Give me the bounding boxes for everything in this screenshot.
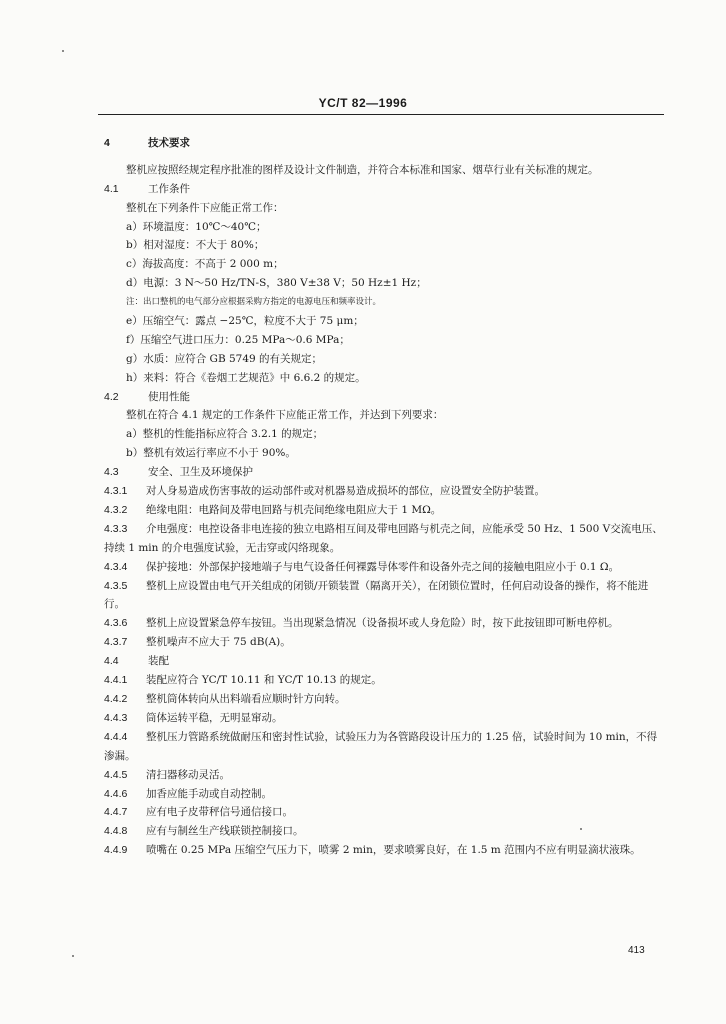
clause-number: 4.4.5	[104, 768, 128, 781]
section-number: 4.3	[104, 466, 119, 479]
clause-text: 应有与制丝生产线联锁控制接口。	[146, 825, 304, 838]
clause	[104, 803, 664, 822]
clause	[104, 709, 664, 728]
clause	[104, 841, 664, 860]
section-4-3-heading	[104, 463, 664, 482]
list-item: d）电源：3 N～50 Hz/TN-S，380 V±38 V；50 Hz±1 Hz；	[126, 277, 427, 290]
clause-number: 4.4.9	[104, 844, 128, 857]
clause	[104, 633, 664, 652]
list-item: a）整机的性能指标应符合 3.2.1 的规定；	[126, 428, 324, 441]
paragraph: 整机在符合 4.1 规定的工作条件下应能正常工作，并达到下列要求：	[126, 409, 444, 422]
section-4-intro: 整机应按照经规定程序批准的图样及设计文件制造，并符合本标准和国家、烟草行业有关标准的规定。	[126, 163, 599, 176]
list-item: h）来料：符合《卷烟工艺规范》中 6.6.2 的规定。	[126, 371, 366, 384]
clause-text: 整机噪声不应大于 75 dB(A)。	[146, 636, 291, 649]
clause	[104, 614, 664, 633]
clause-text: 保护接地：外部保护接地端子与电气设备任何裸露导体零件和设备外壳之间的接触电阻应小于 0.1 Ω。	[146, 560, 620, 573]
scan-speck	[62, 50, 64, 52]
clause-text: 绝缘电阻：电路间及带电回路与机壳间绝缘电阻应大于 1 MΩ。	[146, 503, 442, 516]
clause-text: 筒体运转平稳，无明显窜动。	[146, 711, 283, 724]
clause-text: 喷嘴在 0.25 MPa 压缩空气压力下，喷雾 2 min，要求喷雾良好，在 1.5 m 范围内不应有明显滴状液珠。	[146, 844, 641, 857]
section-number: 4	[104, 137, 110, 149]
header-rule	[98, 114, 664, 115]
list-item: f）压缩空气进口压力：0.25 MPa～0.6 MPa；	[126, 333, 350, 346]
clause-text: 整机上应设置由电气开关组成的闭锁/开锁装置（隔离开关），在闭锁位置时，任何启动设备的操作，将不能进行。	[104, 579, 649, 611]
clause-text: 对人身易造成伤害事故的运动部件或对机器易造成损坏的部位，应设置安全防护装置。	[146, 485, 545, 498]
clause-text: 整机筒体转向从出料端看应顺时针方向转。	[146, 693, 346, 705]
clause-number: 4.3.3	[104, 522, 128, 535]
section-number: 4.1	[104, 182, 119, 195]
clause-number: 4.4.3	[104, 711, 128, 724]
clause	[104, 671, 664, 690]
clause	[104, 577, 664, 615]
clause-number: 4.4.4	[104, 730, 128, 743]
list-item: g）水质：应符合 GB 5749 的有关规定；	[126, 352, 323, 365]
note: 注：出口整机的电气部分应根据采购方指定的电源电压和频率设计。	[126, 297, 382, 308]
clause-number: 4.3.4	[104, 560, 128, 573]
list-item: e）压缩空气：露点 −25℃，粒度不大于 75 μm；	[126, 315, 364, 328]
clause-text: 装配应符合 YC/T 10.11 和 YC/T 10.13 的规定。	[146, 674, 382, 687]
section-4-2-heading	[104, 388, 664, 407]
clause-text: 整机压力管路系统做耐压和密封性试验，试验压力为各管路段设计压力的 1.25 倍，试验时间为 10 min，不得渗漏。	[104, 730, 658, 762]
section-title: 技术要求	[148, 137, 190, 149]
clause-number: 4.4.6	[104, 787, 128, 800]
clause-number: 4.4.7	[104, 806, 128, 819]
section-4-1-heading	[104, 180, 664, 199]
clause	[104, 822, 664, 841]
scan-speck	[580, 828, 582, 830]
clause	[104, 785, 664, 804]
clause-text: 加香应能手动或自动控制。	[146, 787, 272, 800]
section-title: 使用性能	[148, 390, 190, 403]
clause-text: 应有电子皮带秤信号通信接口。	[146, 806, 293, 819]
clause-text: 介电强度：电控设备非电连接的独立电路相互间及带电回路与机壳之间，应能承受 50 Hz、1 500 V交流电压、持续 1 min 的介电强度试验，无击穿或闪络现象。	[104, 522, 663, 554]
list-item: b）相对湿度：不大于 80%；	[126, 239, 265, 252]
clause-number: 4.4.1	[104, 674, 128, 687]
clause	[104, 728, 664, 766]
list-item: b）整机有效运行率应不小于 90%。	[126, 447, 296, 460]
clause-text: 整机上应设置紧急停车按钮。当出现紧急情况（设备损坏或人身危险）时，按下此按钮即可断电停机。	[146, 617, 619, 630]
paragraph: 整机在下列条件下应能正常工作：	[126, 201, 284, 214]
page-number: 413	[628, 945, 645, 956]
clause-number: 4.4.2	[104, 693, 128, 705]
list-item: c）海拔高度：不高于 2 000 m；	[126, 258, 284, 271]
clause-number: 4.3.7	[104, 636, 128, 649]
section-title: 装配	[148, 655, 169, 668]
document-body	[104, 134, 664, 860]
section-4-heading	[104, 134, 664, 153]
section-title: 工作条件	[148, 182, 190, 195]
clause-number: 4.3.1	[104, 485, 128, 498]
clause-number: 4.4.8	[104, 825, 128, 838]
section-4-4-heading	[104, 652, 664, 671]
section-number: 4.2	[104, 390, 119, 403]
list-item: a）环境温度：10℃～40℃；	[126, 220, 267, 233]
clause	[104, 501, 664, 520]
section-number: 4.4	[104, 655, 119, 668]
clause-number: 4.3.2	[104, 503, 128, 516]
clause-number: 4.3.6	[104, 617, 128, 630]
clause	[104, 690, 664, 709]
scan-speck	[72, 955, 74, 957]
clause	[104, 558, 664, 577]
page-header: YC/T 82—1996	[318, 96, 408, 110]
clause-number: 4.3.5	[104, 579, 128, 592]
clause-text: 清扫器移动灵活。	[146, 768, 230, 781]
clause	[104, 482, 664, 501]
section-title: 安全、卫生及环境保护	[148, 466, 253, 479]
clause	[104, 766, 664, 785]
clause	[104, 520, 664, 558]
